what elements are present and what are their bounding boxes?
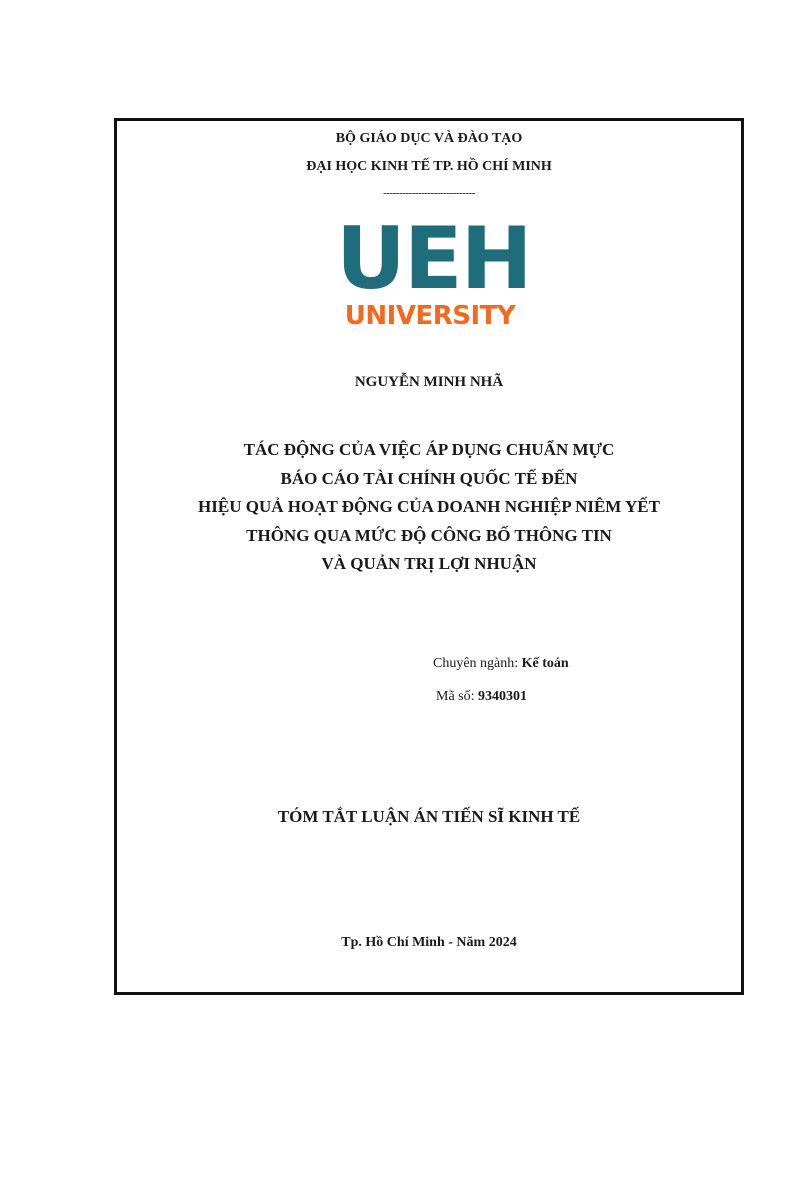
header-divider: ----------------------------- [383, 187, 475, 199]
major-value: Kế toán [521, 656, 569, 671]
place-and-year: Tp. Hồ Chí Minh - Năm 2024 [341, 935, 517, 950]
title-line: BÁO CÁO TÀI CHÍNH QUỐC TẾ ĐẾN [280, 468, 578, 488]
major-field [433, 656, 569, 672]
ministry-name: BỘ GIÁO DỤC VÀ ĐÀO TẠO [335, 131, 523, 146]
ueh-university-logo [336, 209, 531, 331]
logo-mark-text: UEH [336, 209, 531, 309]
title-line: THÔNG QUA MỨC ĐỘ CÔNG BỐ THÔNG TIN [246, 525, 612, 545]
cover-frame [114, 118, 744, 995]
code-label: Mã số: [436, 689, 475, 704]
university-name: ĐẠI HỌC KINH TẾ TP. HỒ CHÍ MINH [306, 159, 552, 174]
code-field [436, 689, 527, 705]
document-type: TÓM TẮT LUẬN ÁN TIẾN SĨ KINH TẾ [277, 807, 581, 826]
major-label: Chuyên ngành: [433, 656, 519, 671]
thesis-title [117, 436, 741, 579]
title-line: TÁC ĐỘNG CỦA VIỆC ÁP DỤNG CHUẨN MỰC [243, 440, 615, 459]
title-line: HIỆU QUẢ HOẠT ĐỘNG CỦA DOANH NGHIỆP NIÊM YẾT [198, 497, 660, 516]
author-name: NGUYỄN MINH NHÃ [354, 374, 504, 390]
code-value: 9340301 [478, 689, 527, 704]
title-line: VÀ QUẢN TRỊ LỢI NHUẬN [321, 554, 537, 573]
logo-word-text: UNIVERSITY [344, 301, 516, 331]
